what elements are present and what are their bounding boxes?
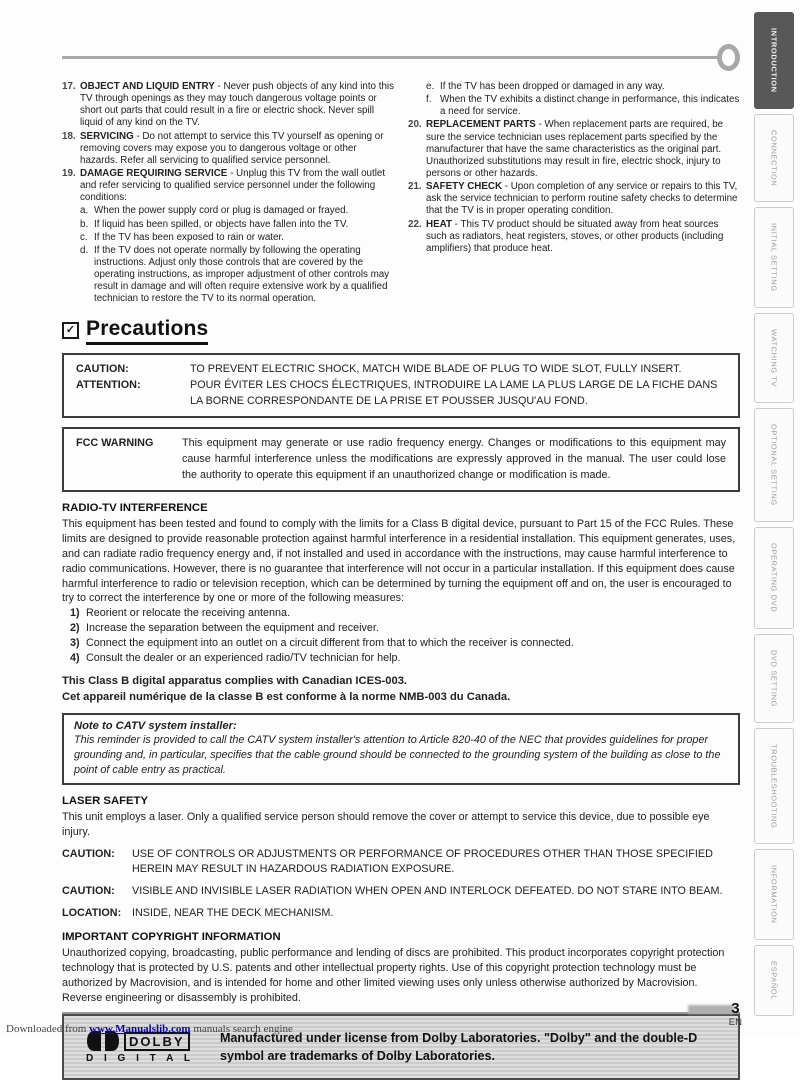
radio-tv-heading: RADIO-TV INTERFERENCE (62, 502, 208, 515)
sub-list-e-f (426, 81, 740, 118)
item-text: - Upon completion of any service or repairs to this TV, ask the service technician to perform routine safety checks to determine that the TV is in proper operating condition. (426, 181, 738, 217)
fcc-warning-box (62, 427, 740, 492)
main-content (62, 44, 740, 1080)
manualslib-watermark (6, 1023, 293, 1035)
measure-item: 4) Consult the dealer or an experienced radio/TV technician for help. (70, 652, 401, 665)
footer-rule (62, 1012, 740, 1014)
sub-item (80, 245, 394, 306)
sub-text: If liquid has been spilled, or objects have fallen into the TV. (94, 218, 349, 230)
top-rule (62, 44, 740, 71)
ices-french: Cet appareil numérique de la classe B est conforme à la norme NMB-003 du Canada. (62, 690, 511, 703)
item-number: 20. (408, 119, 422, 131)
item-title: REPLACEMENT PARTS (426, 119, 536, 131)
item-number: 22. (408, 218, 422, 230)
binding-ring-icon (717, 44, 740, 71)
sub-item (426, 81, 740, 93)
sub-letter: a. (80, 205, 89, 217)
laser-safety-body: This unit employs a laser. Only a qualified service person should remove the cover or attempt to service this device, due to possible eye injury. (62, 811, 710, 839)
item-title: HEAT (426, 218, 452, 230)
dolby-wordmark: DOLBY (124, 1032, 190, 1051)
catv-body: This reminder is provided to call the CATV system installer's attention to Article 820-40 of the NEC that provides guidelines for proper grounding and, in particular, specifies that the cable ground should be connected to the grounding system of the building as close to the point of cable entry as practical. (74, 733, 721, 777)
sub-list-a-d (80, 205, 394, 305)
item-text: - When replacement parts are required, be sure the service technician uses replacement parts specified by the manufacturer that have the same characteristics as the original part. Unauthorized substitutions may result in fire, electric shock, injury to persons or other hazards. (426, 119, 724, 179)
sub-text: If the TV does not operate normally by following the operating instructions. Adjust only those controls that are covered by the operating instructions, as improper adjustment of other controls may result in damage and will often require extensive work by a qualified technician to restore the TV to its normal operation. (94, 244, 390, 305)
sidebar-tab-optional-setting: OPTIONAL SETTING (754, 408, 794, 522)
caution-label: CAUTION: (76, 362, 129, 375)
sub-text: If the TV has been dropped or damaged in any way. (440, 81, 665, 92)
watermark-prefix: Downloaded from (6, 1023, 90, 1035)
checkbox-icon: ✓ (62, 322, 79, 339)
item-title: OBJECT AND LIQUID ENTRY (80, 81, 215, 92)
sidebar-tab-troubleshooting: TROUBLESHOOTING (754, 728, 794, 845)
sub-item (80, 219, 394, 231)
sub-text: If the TV has been exposed to rain or water. (94, 231, 284, 243)
item-text: - Never push objects of any kind into this TV through openings as they may touch dangerous voltage points or short out parts that could result in a fire or electric shock. Never spill liquid of any kind on the TV. (80, 81, 394, 129)
precautions-heading (62, 317, 740, 345)
sidebar-tab-watching-tv: WATCHING TV (754, 313, 794, 403)
item-number: 19. (62, 167, 76, 179)
list-item (408, 119, 740, 180)
sidebar-tab-espanol: ESPAÑOL (754, 945, 794, 1016)
measure-item: 3) Connect the equipment into an outlet on a circuit different from that to which the receiver is connected. (70, 637, 574, 650)
fcc-label: FCC WARNING (76, 437, 154, 450)
dolby-license-text: Manufactured under license from Dolby Laboratories. "Dolby" and the double-D symbol are trademarks of Dolby Laboratories. (219, 1031, 698, 1064)
list-item (408, 219, 740, 255)
item-number: 17. (62, 81, 76, 92)
sub-letter: c. (80, 231, 88, 243)
item-number: 21. (408, 181, 422, 193)
sidebar-tab-information: INFORMATION (754, 849, 794, 940)
laser-location-row: LOCATION: INSIDE, NEAR THE DECK MECHANISM. (62, 907, 334, 920)
catv-note-box (62, 713, 740, 785)
caution-attention-box (62, 353, 740, 419)
attention-label: ATTENTION: (76, 379, 141, 392)
sub-letter: d. (80, 244, 89, 256)
item-text: - This TV product should be situated away from heat sources such as radiators, heat registers, stoves, or other products (including amplifiers) that produce heat. (426, 218, 724, 254)
watermark-suffix: manuals search engine (190, 1023, 293, 1035)
list-item (62, 81, 394, 130)
safety-instructions (62, 81, 740, 307)
radio-tv-body: This equipment has been tested and found to comply with the limits for a Class B digital device, pursuant to Part 15 of the FCC Rules. These limits are designed to provide reasonable protection against harmful interference in a residential installation. This equipment generates, uses, and can radiate radio frequency energy and, if not installed and used in accordance with the instructions, may cause harmful interference to radio communications. However, there is no guarantee that interference will not occur in a particular installation. If this equipment does cause harmful interference to radio or television reception, which can be determined by turning the equipment off and on, the user is encouraged to try to correct the interference by one or more of the following measures: (62, 518, 736, 605)
copyright-heading: IMPORTANT COPYRIGHT INFORMATION (62, 931, 281, 944)
sub-text: When the power supply cord or plug is damaged or frayed. (94, 205, 349, 217)
item-title: SAFETY CHECK (426, 181, 503, 193)
sub-item (426, 94, 740, 118)
laser-caution-row: CAUTION: VISIBLE AND INVISIBLE LASER RADIATION WHEN OPEN AND INTERLOCK DEFEATED. DO NOT STARE INTO BEAM. (62, 885, 723, 898)
sidebar-tab-operating-dvd: OPERATING DVD (754, 527, 794, 628)
laser-safety-heading: LASER SAFETY (62, 795, 148, 808)
rule-line (62, 56, 718, 59)
laser-caution-row: CAUTION: USE OF CONTROLS OR ADJUSTMENTS OR PERFORMANCE OF PROCEDURES OTHER THAN THOSE SPECIFIED HEREIN MAY RESULT IN HAZARDOUS RADIATION EXPOSURE. (62, 847, 713, 875)
fcc-text: This equipment may generate or use radio frequency energy. Changes or modifications to this equipment may cause harmful interference unless the modifications are expressly approved in the manual. The user could lose the authority to operate this equipment if an unauthorized change or modification is made. (182, 437, 726, 481)
item-text: - Unplug this TV from the wall outlet and refer servicing to qualified service personnel under the following conditions: (80, 167, 386, 204)
sidebar-tab-dvd-setting: DVD SETTING (754, 634, 794, 723)
catv-heading: Note to CATV system installer: (74, 719, 237, 732)
item-title: SERVICING (80, 130, 134, 142)
page-number-block (728, 1000, 742, 1028)
sidebar-tab-introduction: INTRODUCTION (754, 12, 794, 109)
copyright-body: Unauthorized copying, broadcasting, public performance and lending of discs are prohibited. This product incorporates copyright protection technology that is protected by U.S. patents and other intellectual property rights. Use of this copyright protection technology must be authorized by Macrovision, and is intended for home and other limited viewing uses only unless otherwise authorized by Macrovision. Reverse engineering or disassembly is prohibited. (62, 947, 725, 1004)
list-item (62, 168, 394, 204)
page-number-smudge (688, 1005, 734, 1014)
item-number: 18. (62, 130, 76, 142)
ices-statement (62, 673, 740, 705)
sidebar-tab-initial-setting: INITIAL SETTING (754, 207, 794, 308)
section-tab-sidebar (754, 12, 794, 1016)
list-item (408, 181, 740, 217)
item-title: DAMAGE REQUIRING SERVICE (80, 167, 228, 179)
caution-text: TO PREVENT ELECTRIC SHOCK, MATCH WIDE BLADE OF PLUG TO WIDE SLOT, FULLY INSERT. (190, 362, 682, 375)
sub-letter: e. (426, 81, 435, 92)
sub-text: When the TV exhibits a distinct change in performance, this indicates a need for service. (440, 94, 740, 118)
measure-item: 2) Increase the separation between the equipment and receiver. (70, 622, 379, 635)
item-text: - Do not attempt to service this TV yourself as opening or removing covers may expose you to dangerous voltage or other hazards. Refer all servicing to qualified service personnel. (80, 130, 384, 166)
sub-item (80, 205, 394, 217)
section-title: Precautions (86, 317, 208, 345)
sidebar-tab-connection: CONNECTION (754, 114, 794, 203)
safety-column-left (62, 81, 394, 307)
ices-english: This Class B digital apparatus complies with Canadian ICES-003. (62, 674, 408, 687)
sub-letter: f. (426, 94, 432, 106)
safety-column-right (408, 81, 740, 307)
manualslib-link[interactable]: www.Manualslib.com (89, 1023, 191, 1035)
sub-letter: b. (80, 218, 89, 230)
attention-text: POUR ÉVITER LES CHOCS ÉLECTRIQUES, INTRODUIRE LA LAME LA PLUS LARGE DE LA FICHE DANS LA BORNE CORRESPONDANTE DE LA PRISE ET POUSSER JUSQU'AU FOND. (190, 379, 718, 407)
measure-item: 1) Reorient or relocate the receiving antenna. (70, 607, 291, 620)
sub-item (80, 232, 394, 244)
list-item (62, 131, 394, 167)
page-language: EN (728, 1017, 742, 1028)
page-number: 3 (731, 1000, 740, 1017)
dolby-digital-label: D I G I T A L (86, 1053, 194, 1065)
